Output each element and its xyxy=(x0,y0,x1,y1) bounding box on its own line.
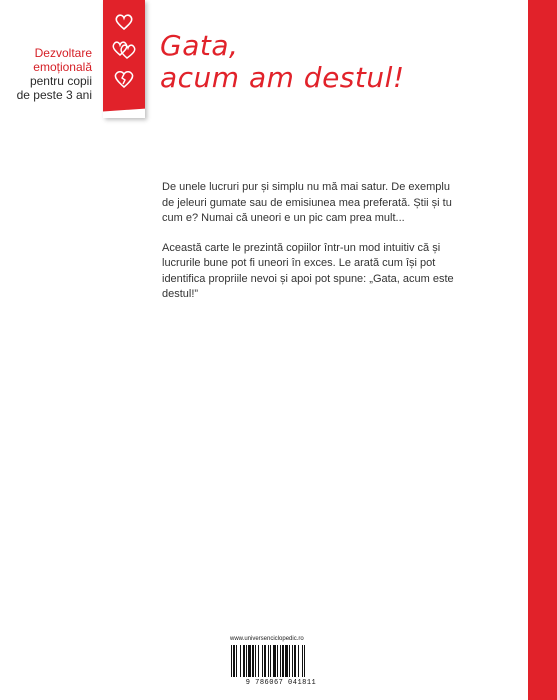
barcode-bar xyxy=(243,645,245,677)
barcode-bar xyxy=(285,645,288,677)
book-title-line2: acum am destul! xyxy=(160,61,405,94)
barcode-bar xyxy=(302,645,303,677)
series-block xyxy=(0,0,150,130)
book-title-line1: Gata, xyxy=(160,29,239,62)
barcode-bar xyxy=(298,645,299,677)
barcode-bar xyxy=(240,645,241,677)
barcode-bar xyxy=(236,645,237,677)
double-heart-icon xyxy=(112,40,136,60)
barcode-bar xyxy=(231,645,232,677)
heart-outline-icon xyxy=(115,14,133,30)
description xyxy=(162,180,462,317)
barcode-bar xyxy=(270,645,271,677)
series-label xyxy=(0,46,92,102)
series-label-line4: de peste 3 ani xyxy=(16,88,92,102)
barcode-bar xyxy=(282,645,284,677)
barcode-bar xyxy=(262,645,263,677)
barcode-bar xyxy=(294,645,296,677)
barcode-bar xyxy=(233,645,235,677)
barcode-bar xyxy=(280,645,281,677)
description-paragraph-1: De unele lucruri pur și simplu nu mă mai satur. De exemplu de jeleuri gumate sau de emisiunea mea preferată. Știi și tu cum e? Numai că uneori e un pic cam prea mult... xyxy=(162,181,452,224)
barcode-bar xyxy=(252,645,254,677)
barcode-bar xyxy=(304,645,305,677)
barcode-bar xyxy=(268,645,269,677)
right-red-band xyxy=(528,0,557,700)
isbn-barcode xyxy=(227,645,335,689)
barcode-bar xyxy=(255,645,256,677)
barcode-bar xyxy=(273,645,276,677)
barcode-bar xyxy=(277,645,278,677)
broken-heart-icon xyxy=(114,70,134,88)
series-label-line1: Dezvoltare xyxy=(34,46,92,60)
series-ribbon xyxy=(103,0,145,118)
barcode-bar xyxy=(289,645,290,677)
barcode-bar xyxy=(258,645,259,677)
barcode-bar xyxy=(248,645,251,677)
book-title xyxy=(160,30,420,94)
barcode-bars xyxy=(227,645,335,679)
barcode-bar xyxy=(264,645,266,677)
series-label-line3: pentru copii xyxy=(29,74,92,88)
barcode-bar xyxy=(246,645,247,677)
description-paragraph-2: Această carte le prezintă copiilor într-un mod intuitiv că și lucrurile bune pot fi uneori în exces. Le arată cum își pot identifica propriile nevoi și apoi pot spune: „Gata, acum este destul!” xyxy=(162,241,454,300)
publisher-website: www.universenciclopedic.ro xyxy=(230,636,304,642)
series-label-line2: emoțională xyxy=(33,60,92,74)
isbn-digits: 9 786067 041811 xyxy=(245,679,317,687)
barcode-bar xyxy=(292,645,293,677)
